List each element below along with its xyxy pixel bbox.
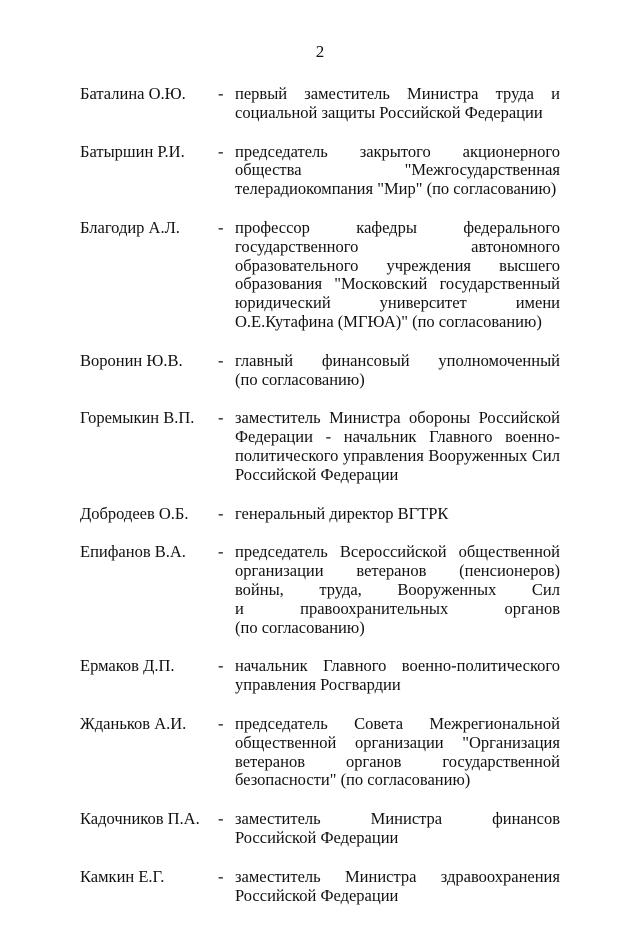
position-line <box>235 581 560 600</box>
separator-dash: - <box>218 350 224 370</box>
word: и <box>551 85 560 103</box>
word: финансов <box>492 810 560 829</box>
word: федерального <box>463 218 560 237</box>
word: финансовый <box>321 351 410 370</box>
member-position <box>235 543 560 637</box>
member-name: Добродеев О.Б. <box>80 503 189 523</box>
page-number: 2 <box>315 42 325 61</box>
word: управления <box>342 446 424 465</box>
word: Вооруженных <box>428 446 528 465</box>
word: Министра <box>329 409 401 428</box>
word: "Московский <box>334 275 428 294</box>
member-position <box>235 810 560 848</box>
separator-dash: - <box>218 217 224 237</box>
member-name: Воронин Ю.В. <box>80 350 183 370</box>
list-item <box>80 352 560 390</box>
position-line <box>235 562 560 581</box>
word: военно-политического <box>401 657 560 676</box>
word: уполномоченный <box>438 351 560 370</box>
word: закрытого <box>359 142 431 161</box>
list-item <box>80 409 560 484</box>
position-line: Российской Федерации <box>235 828 399 847</box>
member-position <box>235 409 560 484</box>
word: - <box>325 428 332 447</box>
word: образования <box>235 275 323 294</box>
word: начальник <box>343 428 417 447</box>
word: Всероссийской <box>339 543 447 562</box>
word: организации <box>235 562 324 581</box>
word: профессор <box>235 218 310 237</box>
word: "Организация <box>462 733 560 752</box>
word: заместитель <box>304 85 390 103</box>
word: акционерного <box>462 142 560 161</box>
member-name: Камкин Е.Г. <box>80 866 165 886</box>
word: органов <box>345 752 402 771</box>
list-item <box>80 657 560 695</box>
position-line <box>235 868 560 887</box>
word: войны, <box>235 580 284 599</box>
word: Межрегиональной <box>429 714 560 733</box>
word: университет <box>379 294 467 313</box>
word: имени <box>515 294 560 313</box>
member-name: Благодир А.Л. <box>80 217 180 237</box>
position-line <box>235 257 560 276</box>
word: высшего <box>499 256 560 275</box>
word: Министра <box>370 810 443 829</box>
position-line: генеральный директор ВГТРК <box>235 504 449 523</box>
word: юридический <box>235 294 331 313</box>
position-line <box>235 275 560 294</box>
list-item <box>80 143 560 199</box>
word: Главного <box>323 657 387 676</box>
word: труда <box>495 85 534 103</box>
separator-dash: - <box>218 408 224 428</box>
word: (пенсионеров) <box>459 562 560 581</box>
position-line: (по согласованию) <box>235 370 365 389</box>
position-line <box>235 161 560 180</box>
word: Министра <box>345 867 417 886</box>
list-item <box>80 810 560 848</box>
member-position <box>235 143 560 199</box>
position-line: О.Е.Кутафина (МГЮА)" (по согласованию) <box>235 312 542 331</box>
separator-dash: - <box>218 141 224 161</box>
word: общества <box>235 161 302 180</box>
member-position <box>235 85 560 123</box>
word: "Межгосударственная <box>404 161 560 180</box>
position-line <box>235 219 560 238</box>
position-line <box>235 753 560 772</box>
separator-dash: - <box>218 84 224 103</box>
word: ветеранов <box>356 562 427 581</box>
word: государственной <box>442 752 560 771</box>
word: политического <box>235 446 339 465</box>
position-line: социальной защиты Российской Федерации <box>235 103 543 122</box>
word: Сил <box>531 580 560 599</box>
position-line: (по согласованию) <box>235 618 365 637</box>
word: труда, <box>319 580 362 599</box>
list-item <box>80 219 560 332</box>
word: заместитель <box>235 867 321 886</box>
word: государственный <box>439 275 560 294</box>
word: обороны <box>408 409 471 428</box>
position-line <box>235 543 560 562</box>
member-name: Жданьков А.И. <box>80 713 187 733</box>
word: председатель <box>235 142 328 161</box>
member-position <box>235 868 560 906</box>
word: учреждения <box>386 256 471 275</box>
position-line <box>235 143 560 162</box>
word: образовательного <box>235 256 359 275</box>
position-line <box>235 85 560 104</box>
list-item <box>80 868 560 906</box>
list-item <box>80 505 560 524</box>
position-line <box>235 409 560 428</box>
position-line <box>235 734 560 753</box>
word: и <box>235 599 244 618</box>
position-line: Российской Федерации <box>235 465 399 484</box>
word: Главного <box>429 428 493 447</box>
member-position <box>235 505 560 524</box>
word: заместитель <box>235 409 321 428</box>
word: государственного <box>235 237 359 256</box>
separator-dash: - <box>218 809 224 829</box>
list-item <box>80 85 560 123</box>
member-position <box>235 219 560 332</box>
position-line: управления Росгвардии <box>235 676 401 695</box>
member-position <box>235 352 560 390</box>
word: Российской <box>478 409 560 428</box>
member-position <box>235 657 560 695</box>
position-line <box>235 352 560 371</box>
list-item <box>80 715 560 790</box>
word: общественной <box>235 733 337 752</box>
position-line <box>235 428 560 447</box>
position-line <box>235 657 560 676</box>
list-item <box>80 543 560 637</box>
separator-dash: - <box>218 656 224 676</box>
word: военно- <box>505 428 560 447</box>
member-name: Епифанов В.А. <box>80 542 186 562</box>
member-name: Баталина О.Ю. <box>80 84 186 103</box>
separator-dash: - <box>218 866 224 886</box>
word: Вооруженных <box>397 580 497 599</box>
separator-dash: - <box>218 713 224 733</box>
word: Сил <box>531 446 560 465</box>
word: здравоохранения <box>440 867 560 886</box>
member-name: Батыршин Р.И. <box>80 141 185 161</box>
word: кафедры <box>356 218 417 237</box>
position-line: Российской Федерации <box>235 886 399 905</box>
word: Федерации <box>235 428 313 447</box>
word: главный <box>235 351 294 370</box>
word: автономного <box>471 237 560 256</box>
word: начальник <box>235 657 308 676</box>
word: первый <box>235 85 288 103</box>
position-line: телерадиокомпания "Мир" (по согласованию) <box>235 180 557 199</box>
word: председатель <box>235 543 328 562</box>
position-line <box>235 294 560 313</box>
word: правоохранительных <box>300 599 449 618</box>
position-line <box>235 715 560 734</box>
position-line <box>235 810 560 829</box>
member-position <box>235 715 560 790</box>
separator-dash: - <box>218 503 224 523</box>
word: ветеранов <box>235 752 305 771</box>
member-name: Кадочников П.А. <box>80 809 200 829</box>
word: общественной <box>458 543 560 562</box>
position-line <box>235 600 560 619</box>
member-name: Горемыкин В.П. <box>80 408 195 428</box>
word: заместитель <box>235 810 321 829</box>
member-name: Ермаков Д.П. <box>80 656 175 676</box>
word: Министра <box>407 85 479 103</box>
word: органов <box>504 599 560 618</box>
separator-dash: - <box>218 542 224 562</box>
position-line: безопасности" (по согласованию) <box>235 771 471 790</box>
position-line <box>235 238 560 257</box>
word: Совета <box>354 714 404 733</box>
word: организации <box>355 733 444 752</box>
word: председатель <box>235 714 328 733</box>
member-list <box>80 85 560 925</box>
position-line <box>235 447 560 466</box>
